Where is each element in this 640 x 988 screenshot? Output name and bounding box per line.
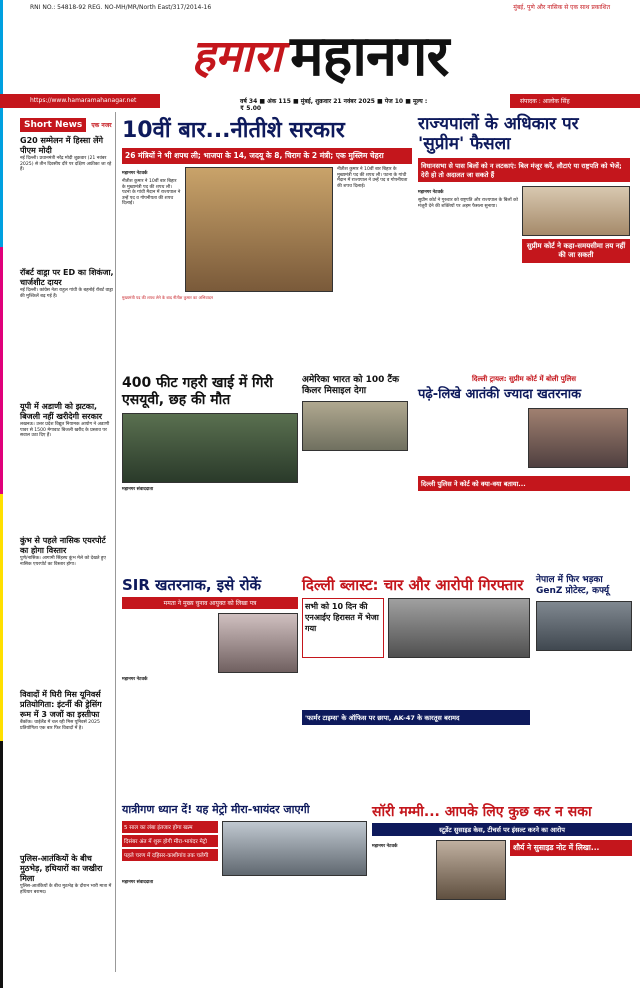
governors-body: सुप्रीम कोर्ट ने गुरुवार को राष्ट्रपति और राज्यपाल के बिलों को मंजूरी देने की शक्तियों पर अहम फैसला सुनाया।: [418, 198, 518, 209]
nepal-photo: [536, 601, 632, 651]
blast-quote: 'फार्मर टाइम्स' के ऑफिस पर छापा, AK-47 के कारतूस बरामद: [302, 710, 530, 725]
short-news-sub: एक नजर: [91, 122, 112, 129]
governors-headline: राज्यपालों के अधिकार पर 'सुप्रीम' फैसला: [418, 114, 579, 154]
suv-story: [122, 375, 298, 495]
issue-meta: वर्ष 34 ■ अंक 115 ■ मुंबई, शुक्रवार 21 नवंबर 2025 ■ पेज 10 ■ मूल्य : ₹ 5.00: [160, 94, 510, 108]
lead-story: [122, 114, 412, 300]
metro-point: पहले चरण में दहिसर-काशीगांव तक चलेगी: [122, 849, 218, 861]
sorry-headline: सॉरी मम्मी... आपके लिए कुछ कर न सका: [372, 804, 592, 820]
metro-headline: यात्रीगण ध्यान दें! यह मेट्रो मीरा-भायंदर जाएगी: [122, 803, 310, 816]
terror-story: [418, 375, 630, 491]
blast-photo: [388, 598, 530, 658]
terror-headline: पढ़े-लिखे आतंकी ज्यादा खतरनाक: [418, 387, 582, 402]
short-news-body: नई दिल्ली। कांग्रेस नेता राहुल गांधी के बहनोई रॉबर्ट वाड्रा की मुश्किलें बढ़ गई हैं।: [20, 288, 113, 299]
sorry-photo: [436, 840, 506, 900]
blast-box: सभी को 10 दिन की एनआईए हिरासत में भेजा गया: [302, 598, 384, 658]
governors-box: सुप्रीम कोर्ट ने कहा-समयसीमा तय नहीं की जा सकती: [522, 239, 630, 263]
print-color-strip: [0, 0, 3, 988]
lead-subhead: 26 मंत्रियों ने भी शपथ ली; भाजपा के 14, जदयू के 8, चिराग के 2 मंत्री; एक मुस्लिम चेहरा: [122, 148, 412, 164]
short-news-headline: G20 सम्मेलन में हिस्सा लेंगे पीएम मोदी: [20, 136, 103, 155]
governors-story: [418, 114, 630, 263]
masthead-part2: महानगर: [290, 24, 449, 89]
suv-byline: महानगर संवाददाता: [122, 487, 154, 492]
masthead: [0, 14, 640, 94]
missile-headline: अमेरिका भारत को 100 टैंक किलर मिसाइल देगा: [302, 375, 399, 396]
lead-headline: नीतीशे सरकार: [230, 118, 345, 143]
sir-story: [122, 575, 298, 685]
short-news-headline: कुंभ से पहले नासिक एयरपोर्ट का होगा विस्तार: [20, 536, 106, 555]
blast-story: [302, 575, 530, 725]
metro-photo: [222, 821, 367, 876]
rni-number: RNI NO.: 54818-92 REG. NO-MH/MR/North East/317/2014-16: [30, 3, 212, 11]
sir-headline: SIR खतरनाक, इसे रोकें: [122, 576, 262, 594]
mamata-photo: [218, 613, 298, 673]
editor-credit: संपादक : आलोक सिंह: [510, 94, 640, 108]
governors-byline: महानगर नेटवर्क: [418, 190, 444, 195]
metro-story: [122, 802, 367, 888]
suicide-note-head: शौर्य ने सुसाइड नोट में लिखा...: [510, 840, 632, 856]
blast-headline: दिल्ली ब्लास्ट: चार और आरोपी गिरफ्तार: [302, 576, 524, 594]
sorry-story: [372, 802, 632, 900]
short-news-body: बैंकॉक। थाईलैंड में चल रही मिस यूनिवर्स 2025 प्रतियोगिता एक बार फिर विवादों में है।: [20, 720, 100, 731]
governors-subhead: विधानसभा से पास बिलों को न लटकाएं: बिल मंजूर करें, लौटाएं या राष्ट्रपति को भेजें; देरी हो तो अदालत जा सकते हैं: [418, 158, 630, 182]
nepal-headline: नेपाल में फिर भड़का GenZ प्रोटेस्ट, कर्फ्यू: [536, 575, 610, 596]
lead-body-2: नीतीश कुमार ने 10वीं बार बिहार के मुख्यमंत्री पद की शपथ ली। पटना के गांधी मैदान में राज्यपाल ने उन्हें पद व गोपनीयता की शपथ दिलाई।: [337, 167, 408, 189]
lead-kicker: 10वीं बार...: [122, 118, 231, 143]
top-line: [0, 0, 640, 14]
terror-alert: दिल्ली पुलिस ने कोर्ट को क्या-क्या बताया...: [418, 476, 630, 491]
sir-subhead: ममता ने मुख्य चुनाव आयुक्त को लिखा पत्र: [122, 597, 298, 609]
short-news-body: नई दिल्ली। प्रधानमंत्री नरेंद्र मोदी शुक्रवार (21 नवंबर 2025) से तीन दिवसीय दौरे पर दक्षिण अफ्रीका जा रहे हैं।: [20, 156, 112, 173]
metro-point: 5 साल का लंबा इंतजार होगा खत्म: [122, 821, 218, 833]
info-bar: [0, 94, 640, 112]
lead-byline: महानगर नेटवर्क: [122, 171, 148, 176]
short-news-headline: यूपी में अडाणी को झटका, बिजली नहीं खरीदेगी सरकार: [20, 402, 103, 421]
missile-photo: [302, 401, 408, 451]
nepal-story: [536, 575, 632, 651]
sorry-subhead: स्टूडेंट सुसाइड केस, टीचर्स पर इंसल्ट करने का आरोप: [372, 823, 632, 836]
metro-byline: महानगर संवाददाता: [122, 880, 154, 885]
lead-caption: मुख्यमंत्री पद की शपथ लेने के बाद नीतीश कुमार का अभिवादन: [122, 295, 213, 300]
terror-kicker: दिल्ली ट्रायल: सुप्रीम कोर्ट में बोली पुलिस: [471, 375, 577, 383]
short-news-headline: रॉबर्ट वाड्रा पर ED का शिकंजा, चार्जशीट दायर: [20, 268, 114, 287]
sir-byline: महानगर नेटवर्क: [122, 677, 148, 682]
lead-body: नीतीश कुमार ने 10वीं बार बिहार के मुख्यमंत्री पद की शपथ ली। पटना के गांधी मैदान में राज्यपाल ने उन्हें पद व गोपनीयता की शपथ दिलाई।: [122, 179, 181, 207]
metro-point: दिसंबर अंत में शुरू होगी मीरा-भायंदर मेट्रो: [122, 835, 218, 847]
supreme-court-photo: [522, 186, 630, 236]
short-news-headline: पुलिस-आतंकियों के बीच मुठभेड़, हथियारों का जखीरा मिला: [20, 854, 103, 883]
short-news-body: लखनऊ। उत्तर प्रदेश विद्युत नियामक आयोग ने अडाणी पावर से 1500 मेगावाट बिजली खरीद के प्रस्ताव पर सवाल उठा दिए हैं।: [20, 422, 110, 439]
website-link[interactable]: https://www.hamaramahanagar.net: [0, 94, 160, 108]
short-news-column: [20, 112, 116, 972]
short-news-body: पुणे/नासिक। आगामी सिंहस्थ कुंभ मेले को देखते हुए नासिक एयरपोर्ट का विस्तार होगा।: [20, 556, 106, 567]
short-news-label: Short News: [20, 118, 86, 132]
short-news-headline: विवादों में घिरी मिस यूनिवर्स प्रतियोगिता: इंटर्नी की ड्रेसिंग रूम में 3 जजों का इस्तीफा: [20, 690, 102, 719]
sorry-byline: महानगर नेटवर्क: [372, 844, 398, 849]
edition-note: मुंबई, पुणे और नासिक से एक साथ प्रकाशित: [513, 4, 610, 11]
short-news-body: पुलिस-आतंकियों के बीच मुठभेड़ के दौरान भारी मात्रा में हथियार बरामद।: [20, 884, 112, 895]
missile-story: [302, 375, 408, 451]
suv-photo: [122, 413, 298, 483]
masthead-part1: हमारा: [191, 31, 283, 82]
terror-photo: [528, 408, 628, 468]
suv-headline: 400 फीट गहरी खाई में गिरी एसयूवी, छह की मौत: [122, 375, 273, 408]
lead-photo: [185, 167, 333, 292]
